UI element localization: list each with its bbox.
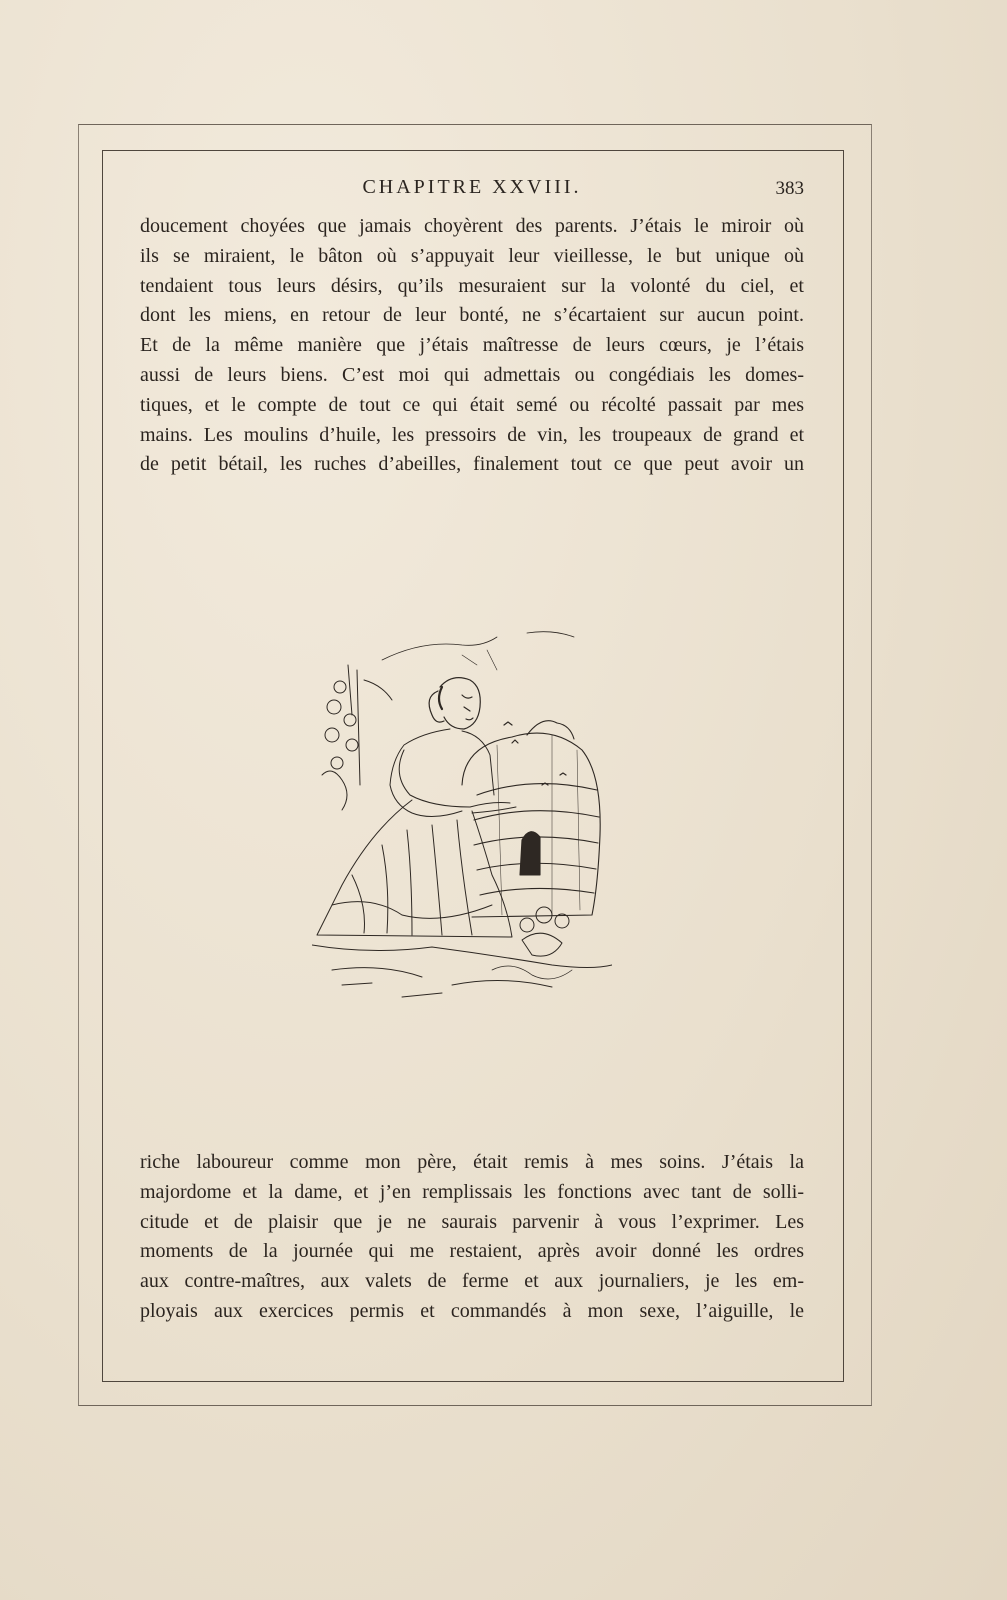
running-head xyxy=(140,176,804,204)
text-line: tiques, et le compte de tout ce qui était semé ou récolté passait par mes xyxy=(140,393,804,416)
chapter-title: CHAPITRE XXVIII. xyxy=(362,176,582,198)
page-number: 383 xyxy=(775,178,804,199)
text-line: moments de la journée qui me restaient, après avoir donné les ordres xyxy=(140,1240,804,1263)
text-line: doucement choyées que jamais choyèrent des parents. J’étais le miroir où xyxy=(140,215,804,237)
text-block-top xyxy=(140,212,804,480)
text-block-bottom xyxy=(140,1148,804,1327)
text-line: dont les miens, en retour de leur bonté, ne s’écartaient sur aucun point. xyxy=(140,304,804,327)
text-line: de petit bétail, les ruches d’abeilles, finalement tout ce que peut avoir un xyxy=(140,453,804,476)
text-line: ployais aux exercices permis et commandés à mon sexe, l’aiguille, le xyxy=(140,1299,804,1322)
text-line: aux contre-maîtres, aux valets de ferme et aux journaliers, je les em- xyxy=(140,1270,804,1293)
text-line: ils se miraient, le bâton où s’appuyait leur vieillesse, le but unique où xyxy=(140,244,804,267)
text-line: mains. Les moulins d’huile, les pressoirs de vin, les troupeaux de grand et xyxy=(140,423,804,446)
engraving-woman-beehive-icon xyxy=(312,625,612,1010)
text-line: tendaient tous leurs désirs, qu’ils mesuraient sur la volonté du ciel, et xyxy=(140,274,804,297)
text-line: riche laboureur comme mon père, était remis à mes soins. J’étais la xyxy=(140,1151,804,1173)
text-line: aussi de leurs biens. C’est moi qui admettais ou congédiais les domes- xyxy=(140,363,804,386)
text-line: majordome et la dame, et j’en remplissais les fonctions avec tant de solli- xyxy=(140,1180,804,1203)
text-line: citude et de plaisir que je ne saurais parvenir à vous l’exprimer. Les xyxy=(140,1210,804,1233)
text-line: Et de la même manière que j’étais maîtresse de leurs cœurs, je l’étais xyxy=(140,334,804,357)
